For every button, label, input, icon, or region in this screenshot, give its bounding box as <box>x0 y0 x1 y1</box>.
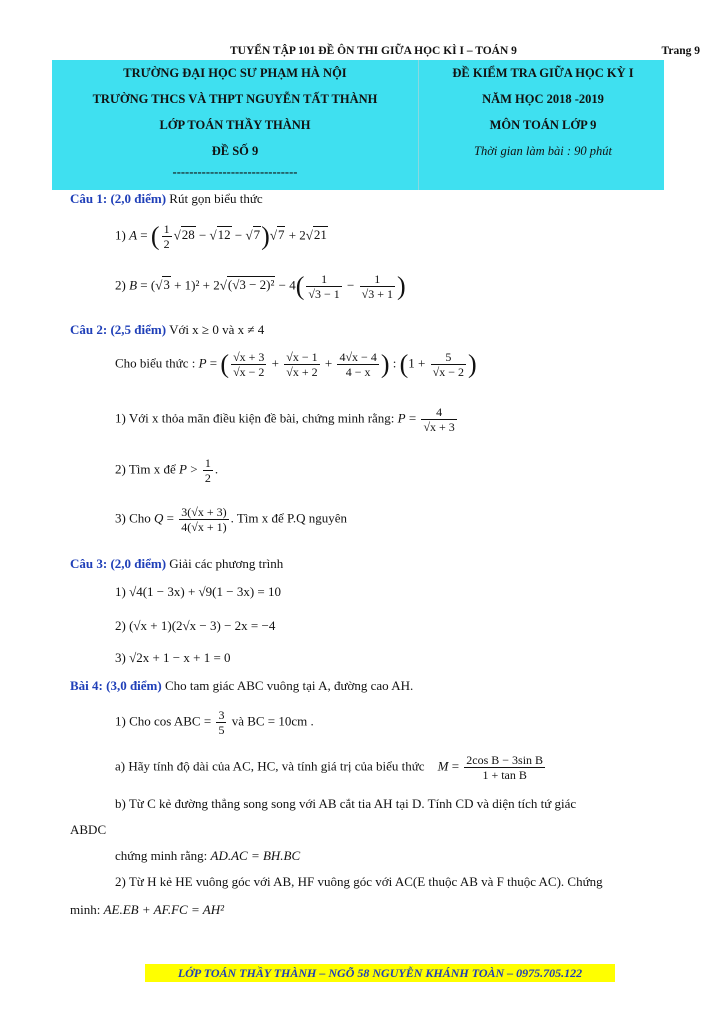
school-info <box>52 60 418 186</box>
given-label: Cho biểu thức : <box>115 355 196 371</box>
class-name: LỚP TOÁN THẦY THÀNH <box>159 118 311 132</box>
question-4-part-1: 1) Cho cos ABC = $\frac{3}{5}$ và BC = 10cm . <box>115 708 314 737</box>
exam-title: ĐỀ KIỂM TRA GIỮA HỌC KỲ I <box>452 66 634 80</box>
question-4-part-a: a) Hãy tính độ dài của AC, HC, và tính giá trị của biểu thức M = $\frac{\text{2cos B − 3sin B}}{\text{1 + tan B}}$ <box>115 753 544 782</box>
question-4-heading <box>70 678 413 694</box>
school-year: NĂM HỌC 2018 -2019 <box>482 92 604 106</box>
equation-3: 3) √2x + 1 − x + 1 = 0 <box>115 650 231 665</box>
part-text: 1) Cho cos ABC = <box>115 713 212 729</box>
part-text: 3) Cho <box>115 510 151 526</box>
equation-2: 2) (√x + 1)(2√x − 3) − 2x = −4 <box>115 618 276 633</box>
question-2-label: Câu 2: (2,5 điểm) <box>70 322 167 337</box>
question-3-label: Câu 3: (2,0 điểm) <box>70 556 167 571</box>
part-text: 2) Tìm x để <box>115 461 176 477</box>
part-text: minh: <box>70 902 101 917</box>
separator-dashes: ------------------------------ <box>172 165 298 179</box>
question-4-part-2-cont <box>70 902 224 918</box>
question-4-part-2: 2) Từ H kẻ HE vuông góc với AB, HF vuông góc với AC(E thuộc AB và F thuộc AC). Chứng <box>115 874 603 889</box>
part-text: chứng minh rằng: <box>115 848 208 863</box>
question-4-part-b-proof <box>115 848 300 864</box>
part-text: và BC = 10cm . <box>231 713 314 729</box>
formula: AD.AC = BH.BC <box>210 848 301 863</box>
question-4-text: Cho tam giác ABC vuông tại A, đường cao AH. <box>164 678 414 693</box>
part-text: 1) Với x thỏa mãn điều kiện đề bài, chứng minh rằng: <box>115 410 395 426</box>
question-2-condition: Với x ≥ 0 và x ≠ 4 <box>169 322 265 337</box>
question-1-expr-b: 2) B = (√3 + 1)² + 2√(√3 − 2)² − 4( $\frac{1}{√3 - 1}$ − $\frac{1}{√3 + 1}$ ) <box>115 271 406 301</box>
item-label: 2) <box>115 277 126 293</box>
exam-banner <box>52 60 664 190</box>
formula: AE.EB + AF.FC = AH² <box>103 902 224 917</box>
exam-info <box>422 60 664 164</box>
running-header <box>230 45 700 57</box>
question-4-label: Bài 4: (3,0 điểm) <box>70 678 162 693</box>
question-2-part-1: 1) Với x thỏa mãn điều kiện đề bài, chứng minh rằng: P = $\frac{4}{√x + 3}$ <box>115 405 455 434</box>
question-2-given: Cho biểu thức : P = ( $\frac{√x + 3}{√x - 2}$ + $\frac{√x - 1}{√x + 2}$ + $\frac{4√x - 4}{4 - x}$ ) : (1 + $\frac{5}{√x - 2}$ ) <box>115 349 477 379</box>
question-1-text: Rút gọn biểu thức <box>169 191 263 206</box>
question-3-heading <box>70 556 283 572</box>
subject: MÔN TOÁN LỚP 9 <box>489 118 597 132</box>
exam-number: ĐỀ SỐ 9 <box>211 144 259 158</box>
banner-divider <box>418 60 419 190</box>
question-4-part-b: b) Từ C kẻ đường thẳng song song với AB cắt tia AH tại D. Tính CD và diện tích tứ giác <box>115 796 577 811</box>
document-title: TUYỂN TẬP 101 ĐỀ ÔN THI GIỮA HỌC KÌ I – TOÁN 9 <box>230 45 517 57</box>
page-number: Trang 9 <box>661 45 700 57</box>
question-3-text: Giải các phương trình <box>169 556 284 571</box>
part-text: a) Hãy tính độ dài của AC, HC, và tính giá trị của biểu thức <box>115 758 425 774</box>
item-label: 1) <box>115 227 126 243</box>
question-1-heading <box>70 191 263 207</box>
equation-1: 1) √4(1 − 3x) + √9(1 − 3x) = 10 <box>115 584 281 599</box>
university-name: TRƯỜNG ĐẠI HỌC SƯ PHẠM HÀ NỘI <box>123 66 347 80</box>
question-2-part-2: 2) Tìm x để P > $\frac{1}{2}$ . <box>115 456 219 485</box>
school-name: TRƯỜNG THCS VÀ THPT NGUYỄN TẤT THÀNH <box>92 92 378 106</box>
question-2-part-3: 3) Cho Q = $\frac{3(√x + 3)}{4(√x + 1)}$ . Tìm x để P.Q nguyên <box>115 505 347 534</box>
part-text: . Tìm x để P.Q nguyên <box>230 510 347 526</box>
page-footer: LỚP TOÁN THẦY THÀNH – NGÕ 58 NGUYỄN KHÁNH TOÀN – 0975.705.122 <box>145 964 615 982</box>
question-1-label: Câu 1: (2,0 điểm) <box>70 191 167 206</box>
question-1-expr-a: 1) A = ( $\frac{1}{2}$ √28 − √12 − √7)√7 + 2√21 <box>115 221 327 251</box>
time-limit: Thời gian làm bài : 90 phút <box>474 144 612 158</box>
question-4-part-b-cont: ABDC <box>70 822 107 837</box>
question-2-heading <box>70 322 264 338</box>
